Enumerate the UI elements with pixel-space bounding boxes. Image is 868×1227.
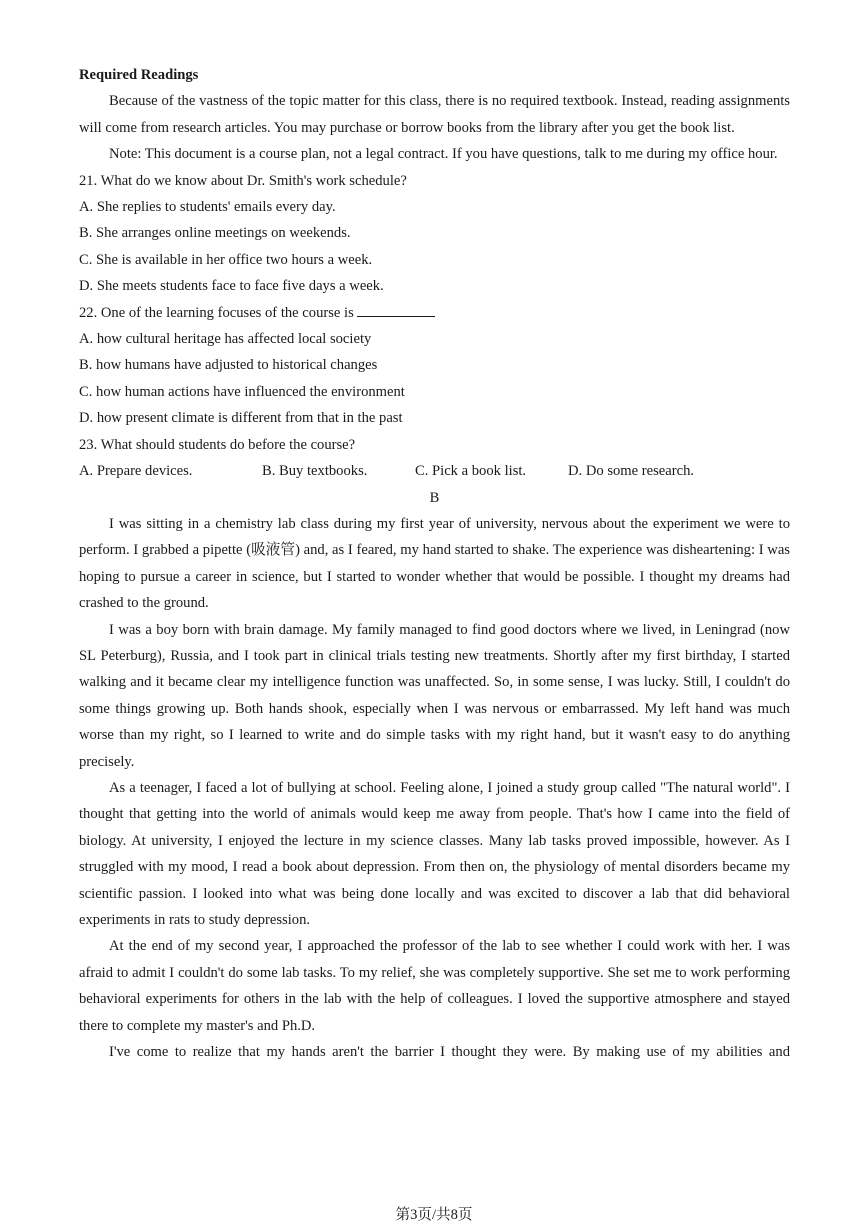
passage-b-paragraph-5: I've come to realize that my hands aren't the barrier I thought they were. By making use of my abilities and — [109, 1044, 790, 1061]
question-23-stem: 23. What should students do before the course? — [79, 436, 356, 453]
question-23-option-a: A. Prepare devices. — [79, 463, 193, 480]
required-readings-paragraph-1: Because of the vastness of the topic matter for this class, there is no required textbook. Instead, reading assignments will come from research articles. You may purchase or borrow books from the library after you get the book list. — [79, 93, 790, 136]
question-22-option-a: A. how cultural heritage has affected local society — [79, 331, 372, 348]
question-22-option-b: B. how humans have adjusted to historical changes — [79, 357, 378, 374]
passage-b-paragraph-1: I was sitting in a chemistry lab class during my first year of university, nervous about the experiment we were to perform. I grabbed a pipette (吸液管) and, as I feared, my hand started to shake. The experience was disheartening: I was hoping to pursue a career in science, but I started to wonder whether that would be possible. I thought my dreams had crashed to the ground. — [79, 515, 790, 612]
question-21-option-b: B. She arranges online meetings on weekends. — [79, 225, 351, 242]
passage-b-paragraph-2: I was a boy born with brain damage. My family managed to find good doctors where we lived, in Leningrad (now SL Peterburg), Russia, and I took part in clinical trials testing new treatments. Shortly after my first birthday, I started walking and it became clear my intelligence function was unaffected. So, in some sense, I was lucky. Still, I couldn't do some things growing up. Both hands shook, especially when I was nervous or embarrassed. My left hand was much worse than my right, so I learned to write and do simple tasks with my right hand, but it wasn't easy to do anything precisely. — [79, 621, 790, 770]
question-23-options — [79, 458, 790, 484]
question-23-option-d: D. Do some research. — [568, 463, 695, 480]
question-21-option-a: A. She replies to students' emails every day. — [79, 199, 336, 216]
passage-b-paragraph-4: At the end of my second year, I approached the professor of the lab to see whether I could work with her. I was afraid to admit I couldn't do some lab tasks. To my relief, she was completely supportive. She set me to work performing behavioral experiments for others in the lab with the help of colleagues. I loved the supportive atmosphere and stayed there to complete my master's and Ph.D. — [79, 938, 790, 1034]
document-page — [79, 62, 790, 1065]
passage-b-letter: B — [429, 489, 440, 506]
page-number-footer: 第3页/共8页 — [395, 1207, 473, 1223]
question-23-option-c: C. Pick a book list. — [415, 463, 527, 480]
section-heading-required-readings: Required Readings — [79, 67, 199, 83]
question-23-option-b: B. Buy textbooks. — [262, 463, 368, 480]
question-22-option-d: D. how present climate is different from that in the past — [79, 410, 403, 427]
required-readings-paragraph-2: Note: This document is a course plan, not a legal contract. If you have questions, talk to me during my office hour. — [109, 146, 778, 163]
question-21-option-d: D. She meets students face to face five days a week. — [79, 278, 384, 295]
question-22-row — [79, 300, 790, 326]
question-21-option-c: C. She is available in her office two hours a week. — [79, 251, 373, 268]
question-21-stem: 21. What do we know about Dr. Smith's work schedule? — [79, 172, 407, 189]
question-22-option-c: C. how human actions have influenced the environment — [79, 383, 405, 400]
answer-blank — [357, 302, 435, 317]
passage-b-paragraph-3: As a teenager, I faced a lot of bullying at school. Feeling alone, I joined a study group called "The natural world". I thought that getting into the world of animals would keep me away from people. That's how I came into the field of biology. At university, I enjoyed the lecture in my science classes. Many lab tasks proved impossible, however. As I struggled with my mood, I read a book about depression. From then on, the physiology of mental disorders became my scientific passion. I looked into what was being done locally and was excited to discover a lab that did behavioral experiments in rats to study depression. — [79, 779, 790, 928]
question-22-stem: 22. One of the learning focuses of the course is — [79, 304, 354, 321]
